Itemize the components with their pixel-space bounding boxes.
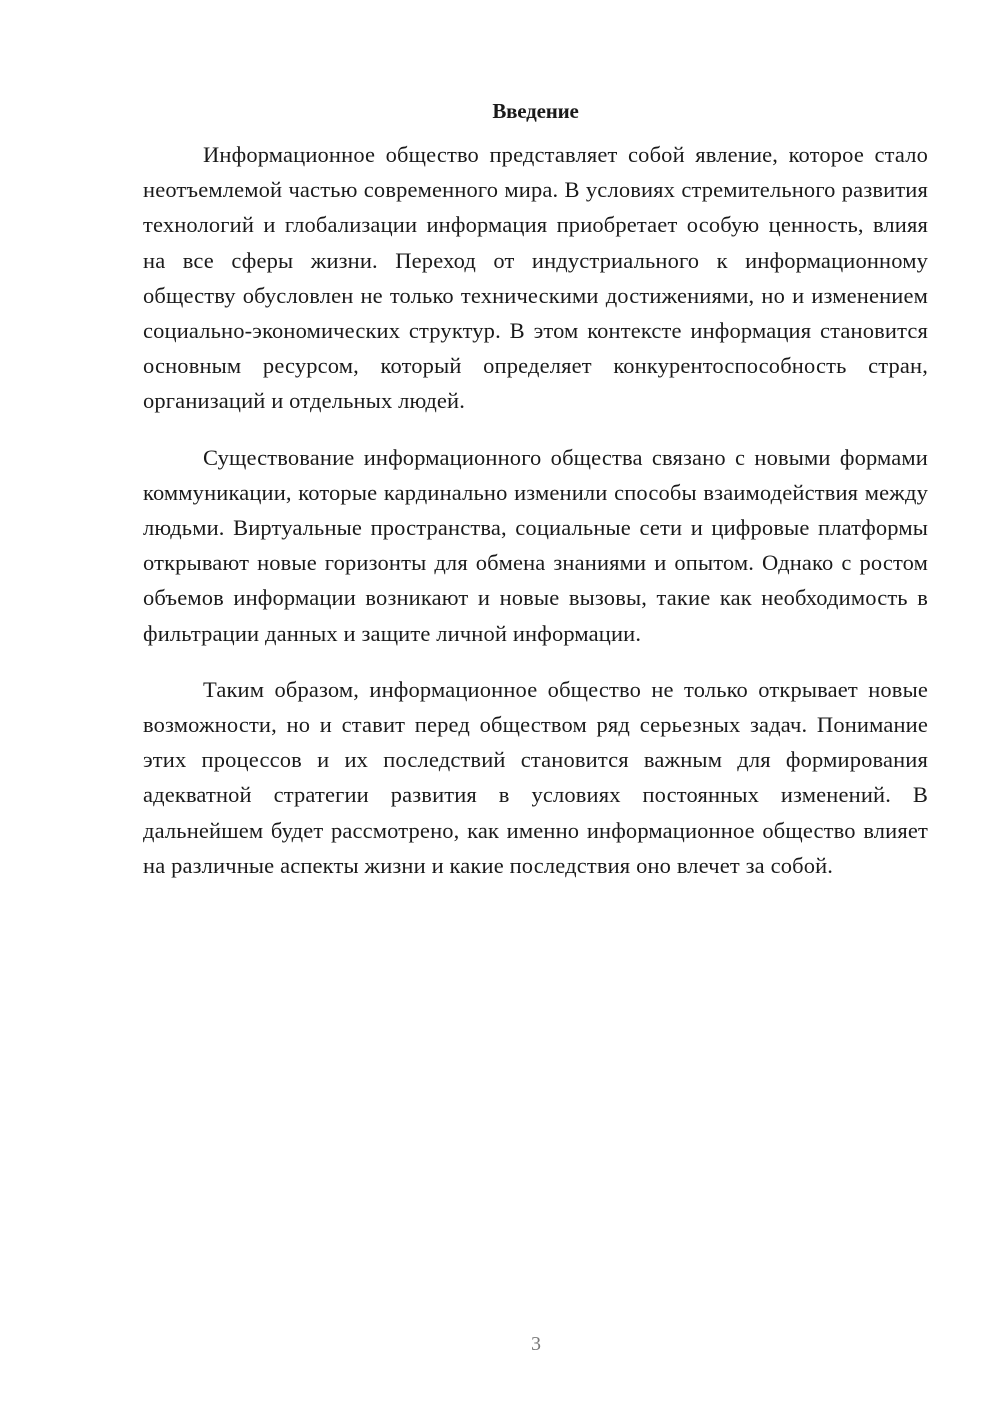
paragraph-3: Таким образом, информационное общество не только открывает новые возможности, но и ставит перед обществом ряд серьезных задач. Понимание этих процессов и их последствий становится важным для формирования адекватной стратегии развития в условиях постоянных изменений. В дальнейшем будет рассмотрено, как именно информационное общество влияет на различные аспекты жизни и какие последствия оно влечет за собой. [143,676,928,878]
page-number: 3 [531,1333,541,1355]
section-heading: Введение [492,99,579,123]
paragraph-1: Информационное общество представляет собой явление, которое стало неотъемлемой частью современного мира. В условиях стремительного развития технологий и глобализации информация приобретает особую ценность, влияя на все сферы жизни. Переход от индустриального к информационному обществу обусловлен не только техническими достижениями, но и изменением социально-экономических структур. В этом контексте информация становится основным ресурсом, который определяет конкурентоспособность стран, организаций и отдельных людей. [143,142,928,414]
paragraph-2: Существование информационного общества связано с новыми формами коммуникации, которые кардинально изменили способы взаимодействия между людьми. Виртуальные пространства, социальные сети и цифровые платформы открывают новые горизонты для обмена знаниями и опытом. Однако с ростом объемов информации возникают и новые вызовы, такие как необходимость в фильтрации данных и защите личной информации. [143,444,928,646]
page-content [143,95,928,904]
